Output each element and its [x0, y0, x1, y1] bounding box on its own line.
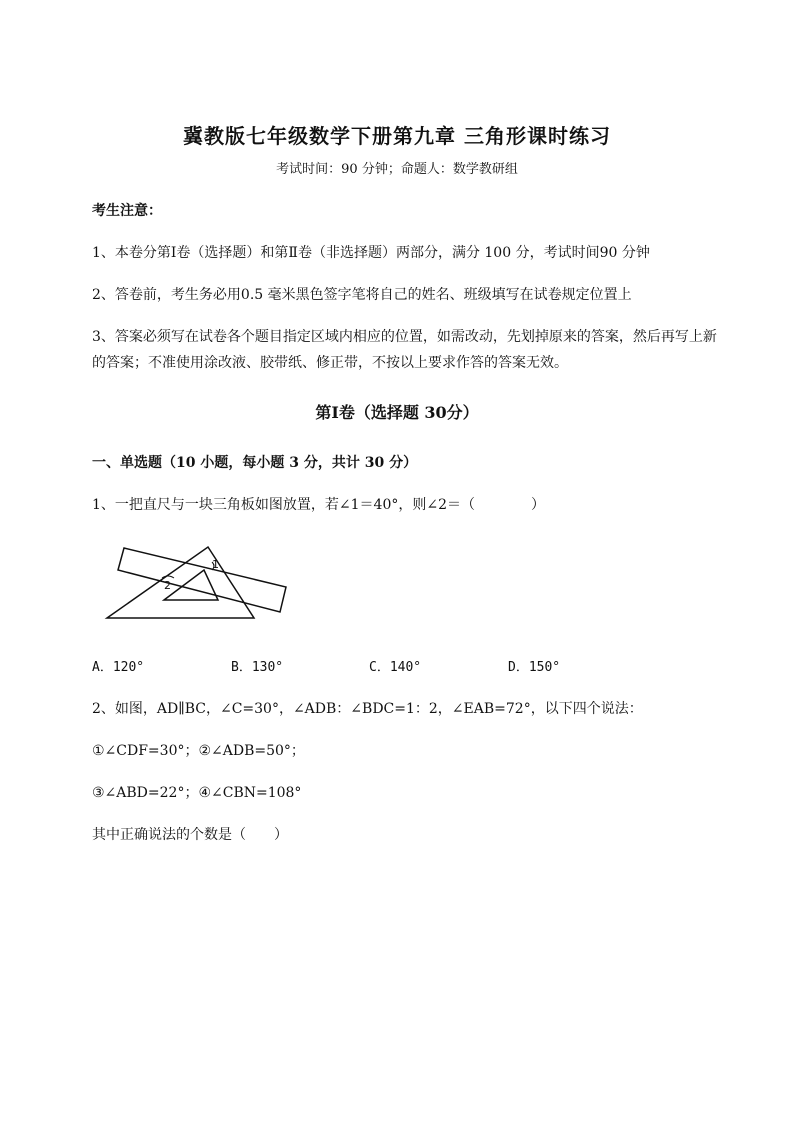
- ruler-triangle-figure: [104, 540, 294, 622]
- part-heading: 一、单选题（10 小题，每小题 3 分，共计 30 分）: [92, 455, 418, 471]
- ruler-shape: [118, 548, 286, 612]
- question-2-stem: 2、如图，AD∥BC，∠C=30°，∠ADB：∠BDC=1：2，∠EAB=72°，以下四个说法：: [92, 701, 643, 717]
- notice-heading: 考生注意：: [92, 203, 162, 219]
- option-c[interactable]: C．140°: [369, 660, 422, 675]
- question-2-statements-1: ①∠CDF=30°；②∠ADB=50°；: [92, 743, 305, 759]
- notice-item-3-continued: 的答案；不准使用涂改液、胶带纸、修正带，不按以上要求作答的答案无效。: [92, 355, 568, 371]
- large-triangle: [107, 547, 254, 618]
- angle-2-label: 2: [164, 579, 171, 592]
- exam-info: 考试时间：90 分钟；命题人：数学教研组: [276, 162, 518, 177]
- notice-item-3: 3、答案必须写在试卷各个题目指定区域内相应的位置，如需改动，先划掉原来的答案，然后再写上新: [92, 329, 717, 345]
- page-title: 冀教版七年级数学下册第九章 三角形课时练习: [183, 124, 611, 148]
- question-1-stem: 1、一把直尺与一块三角板如图放置，若∠1＝40°，则∠2＝（ ）: [92, 497, 545, 513]
- notice-item-1: 1、本卷分第Ⅰ卷（选择题）和第Ⅱ卷（非选择题）两部分，满分 100 分，考试时间90 分钟: [92, 245, 650, 261]
- inner-triangle-hole: [164, 570, 218, 600]
- section-title: 第Ⅰ卷（选择题 30分）: [315, 403, 479, 422]
- option-d[interactable]: D．150°: [508, 660, 561, 675]
- angle-1-label: 1: [212, 558, 219, 571]
- option-b[interactable]: B．130°: [231, 660, 284, 675]
- notice-item-2: 2、答卷前，考生务必用0.5 毫米黑色签字笔将自己的姓名、班级填写在试卷规定位置上: [92, 287, 632, 303]
- question-2-statements-2: ③∠ABD=22°；④∠CBN=108°: [92, 785, 302, 801]
- option-a[interactable]: A．120°: [92, 660, 145, 675]
- question-2-prompt: 其中正确说法的个数是（ ）: [92, 827, 288, 843]
